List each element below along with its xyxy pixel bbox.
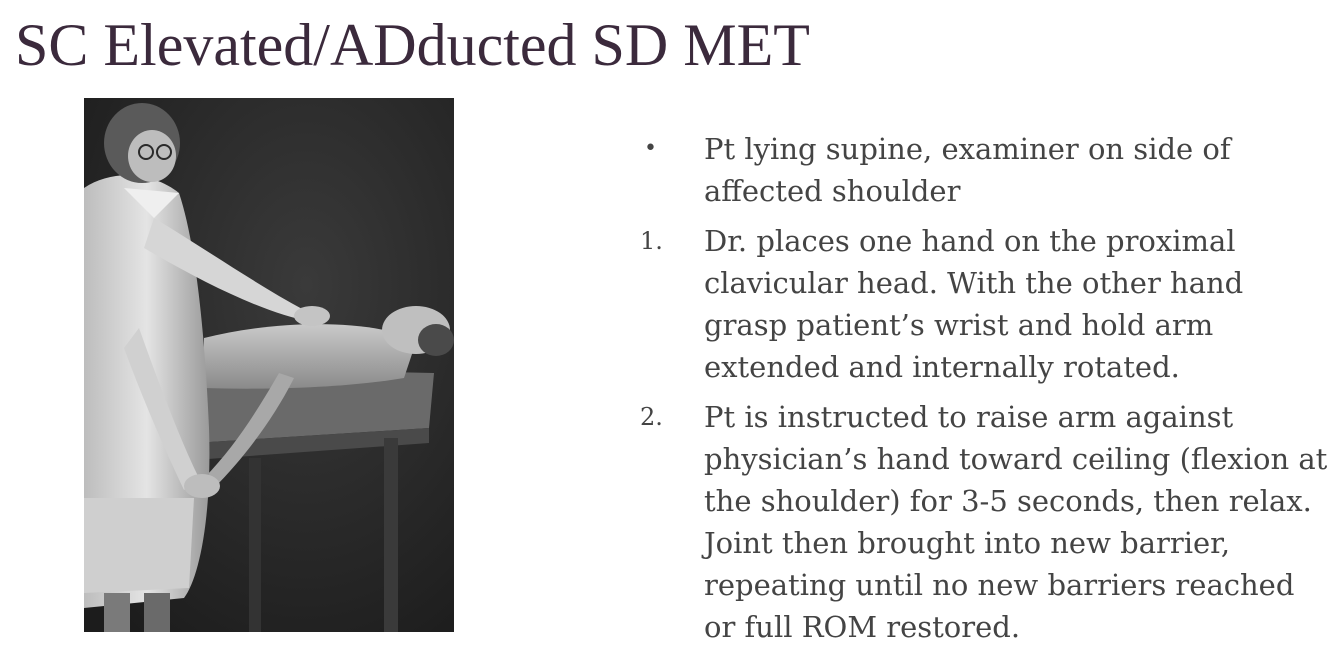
list-item: [640, 220, 1330, 388]
slide-title: SC Elevated/ADducted SD MET: [15, 12, 810, 78]
bullet-marker: •: [644, 136, 657, 161]
list-item: [640, 128, 1330, 212]
technique-photo: [84, 98, 454, 632]
steps-list: [640, 128, 1330, 656]
list-item-text: Pt lying supine, examiner on side of affected shoulder: [704, 132, 1231, 208]
step-number: 2.: [640, 403, 663, 431]
list-item: [640, 396, 1330, 648]
step-number: 1.: [640, 227, 663, 255]
list-item-text: Pt is instructed to raise arm against physician’s hand toward ceiling (flexion at the shoulder) for 3-5 seconds, then relax. Joint then brought into new barrier, repeating until no new barriers reached or full ROM restored.: [704, 400, 1328, 644]
list-item-text: Dr. places one hand on the proximal clavicular head. With the other hand grasp patient’s wrist and hold arm extended and internally rotated.: [704, 224, 1244, 384]
